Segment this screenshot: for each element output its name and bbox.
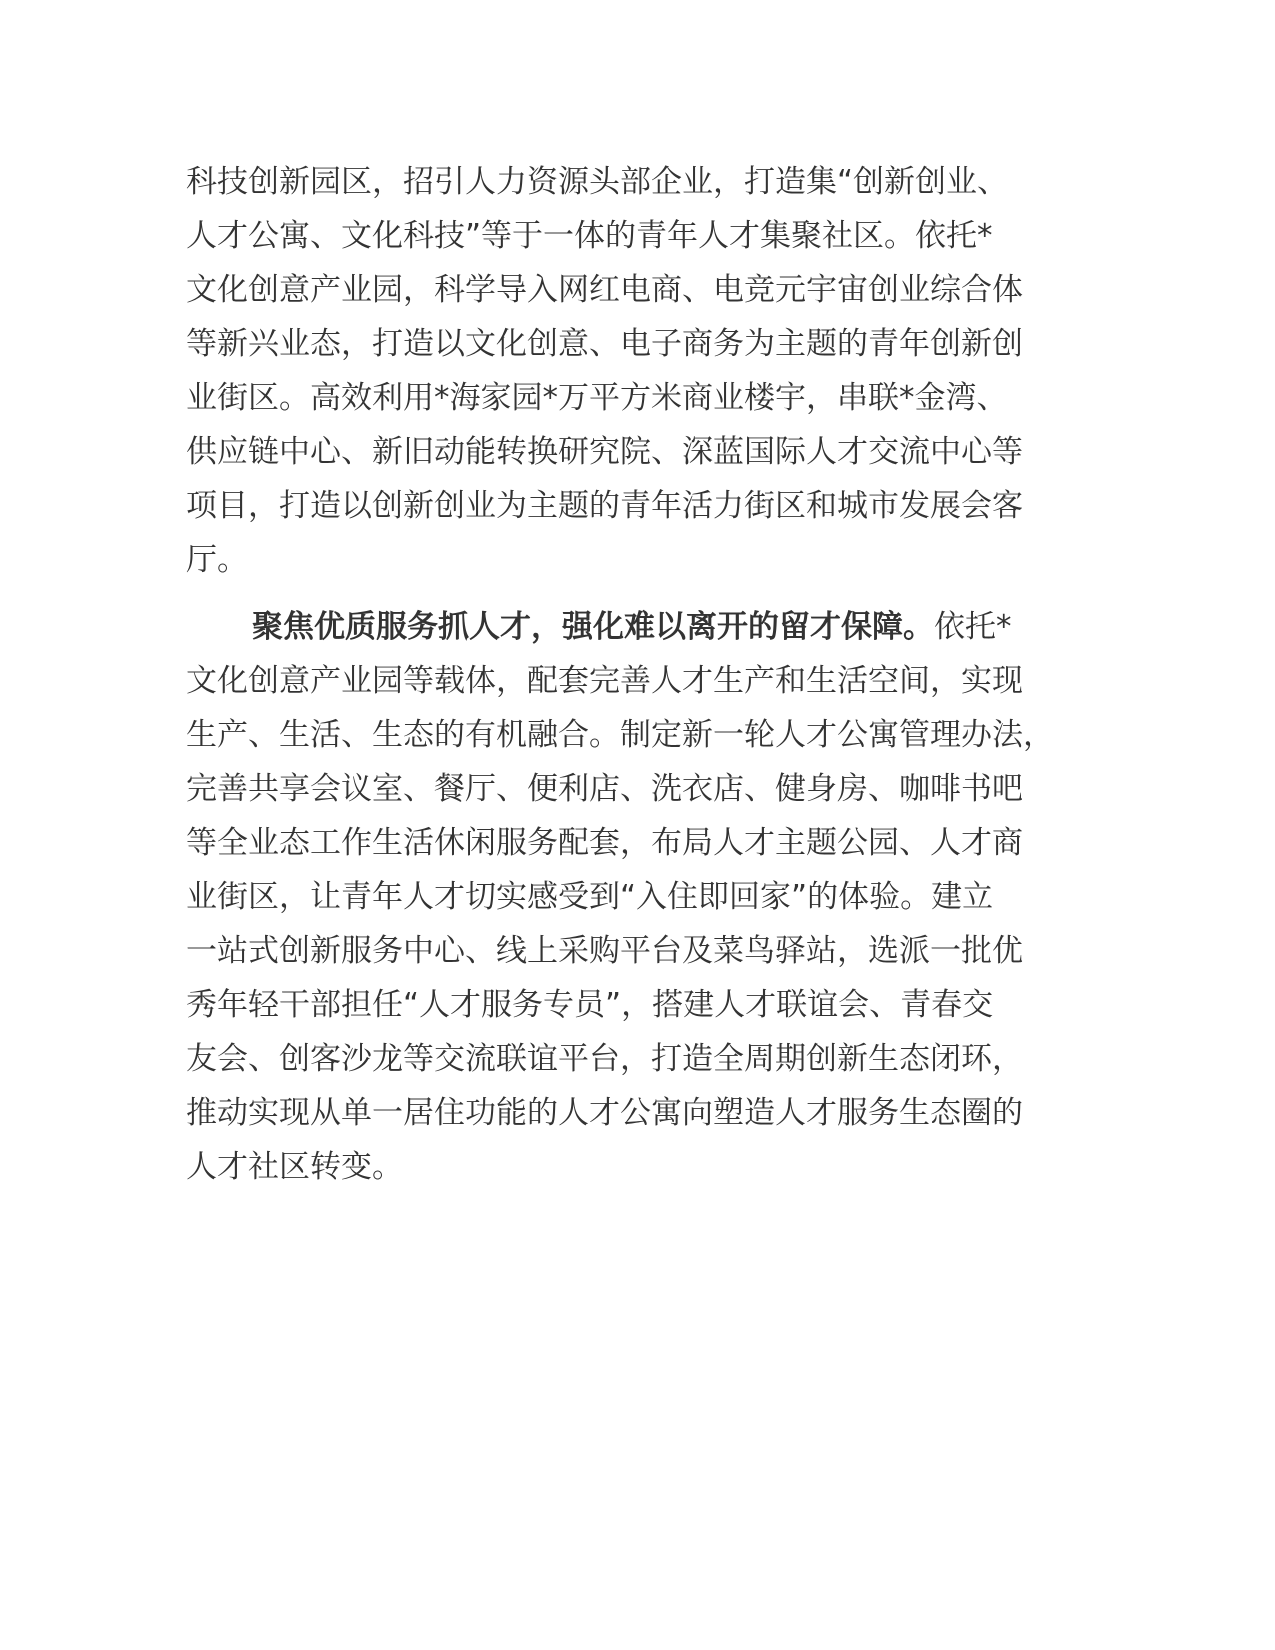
paragraph-line: 秀年轻干部担任“人才服务专员”，搭建人才联谊会、青春交 [186, 987, 994, 1023]
paragraph-line: 一站式创新服务中心、线上采购平台及菜鸟驿站，选派一批优 [186, 933, 1023, 969]
paragraph-line: 业街区。高效利用*海家园*万平方米商业楼宇，串联*金湾、 [186, 380, 1008, 416]
paragraph-line: 等新兴业态，打造以文化创意、电子商务为主题的青年创新创 [186, 326, 1023, 362]
paragraph-line: 厅。 [186, 542, 248, 578]
paragraph-line: 人才社区转变。 [186, 1149, 403, 1185]
paragraph-lead-heading: 聚焦优质服务抓人才，强化难以离开的留才保障。 [252, 609, 934, 645]
paragraph-line: 友会、创客沙龙等交流联谊平台，打造全周期创新生态闭环， [186, 1041, 1023, 1077]
paragraph-line: 人才公寓、文化科技”等于一体的青年人才集聚社区。依托* [186, 218, 993, 254]
paragraph-line: 科技创新园区，招引人力资源头部企业，打造集“创新创业、 [186, 164, 1009, 200]
paragraph-2 [186, 600, 1086, 1194]
paragraph-line: 供应链中心、新旧动能转换研究院、深蓝国际人才交流中心等 [186, 434, 1023, 470]
paragraph-line: 完善共享会议室、餐厅、便利店、洗衣店、健身房、咖啡书吧 [186, 771, 1023, 807]
paragraph-line: 文化创意产业园，科学导入网红电商、电竞元宇宙创业综合体 [186, 272, 1023, 308]
paragraph-line: 文化创意产业园等载体，配套完善人才生产和生活空间，实现 [186, 663, 1023, 699]
paragraph-line: 生产、生活、生态的有机融合。制定新一轮人才公寓管理办法， [186, 717, 1054, 753]
paragraph-line: 推动实现从单一居住功能的人才公寓向塑造人才服务生态圈的 [186, 1095, 1023, 1131]
paragraph-line: 业街区，让青年人才切实感受到“入住即回家”的体验。建立 [186, 879, 994, 915]
paragraph-1 [186, 155, 1086, 587]
paragraph-first-line [186, 600, 1086, 654]
paragraph-line: 项目，打造以创新创业为主题的青年活力街区和城市发展会客 [186, 488, 1023, 524]
paragraph-line-rest: 依托* [934, 609, 1012, 645]
paragraph-line: 等全业态工作生活休闲服务配套，布局人才主题公园、人才商 [186, 825, 1023, 861]
